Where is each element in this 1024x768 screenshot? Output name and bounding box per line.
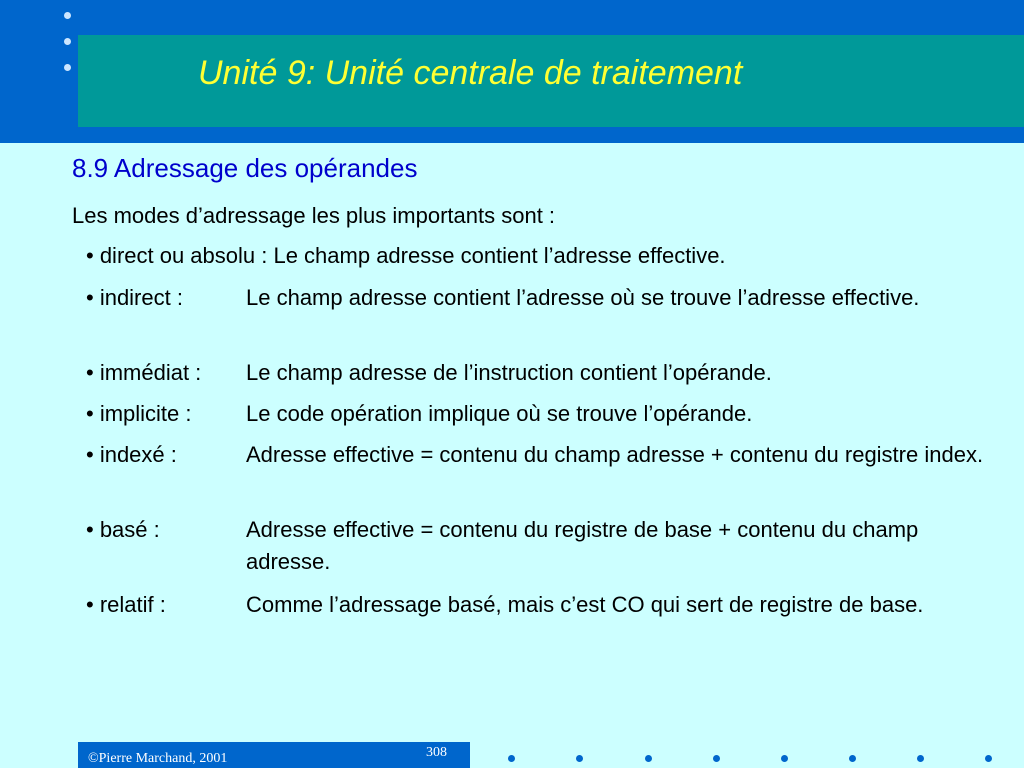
header-dot xyxy=(64,38,71,45)
footer-dot xyxy=(985,755,992,762)
footer-copyright: ©Pierre Marchand, 2001 xyxy=(88,751,228,766)
mode-definition: Le code opération implique où se trouve l’opérande. xyxy=(246,401,753,426)
mode-definition: Comme l’adressage basé, mais c’est CO qui sert de registre de base. xyxy=(246,592,924,617)
mode-term: • indirect : xyxy=(86,285,183,310)
mode-term: • relatif : xyxy=(86,592,166,617)
mode-definition: Adresse effective = contenu du registre de base + contenu du champ adresse. xyxy=(246,517,919,574)
intro-text: Les modes d’adressage les plus importants sont : xyxy=(72,203,556,228)
page-number: 308 xyxy=(426,745,447,760)
footer-dot xyxy=(781,755,788,762)
mode-term: • implicite : xyxy=(86,401,192,426)
mode-full-text: • direct ou absolu : Le champ adresse contient l’adresse effective. xyxy=(86,243,726,268)
mode-definition: Le champ adresse de l’instruction contient l’opérande. xyxy=(246,360,772,385)
mode-term: • indexé : xyxy=(86,442,177,467)
header-dot xyxy=(64,12,71,19)
mode-term: • basé : xyxy=(86,517,160,542)
footer-dot xyxy=(849,755,856,762)
footer-dot xyxy=(713,755,720,762)
mode-term: • immédiat : xyxy=(86,360,202,385)
footer-dot xyxy=(917,755,924,762)
mode-definition: Le champ adresse contient l’adresse où se trouve l’adresse effective. xyxy=(246,285,920,310)
footer-dot xyxy=(645,755,652,762)
footer-dot xyxy=(508,755,515,762)
section-heading: 8.9 Adressage des opérandes xyxy=(72,153,418,183)
footer-dot xyxy=(576,755,583,762)
mode-definition: Adresse effective = contenu du champ adresse + contenu du registre index. xyxy=(246,442,984,467)
header-dot xyxy=(64,64,71,71)
slide-title: Unité 9: Unité centrale de traitement xyxy=(198,54,743,92)
